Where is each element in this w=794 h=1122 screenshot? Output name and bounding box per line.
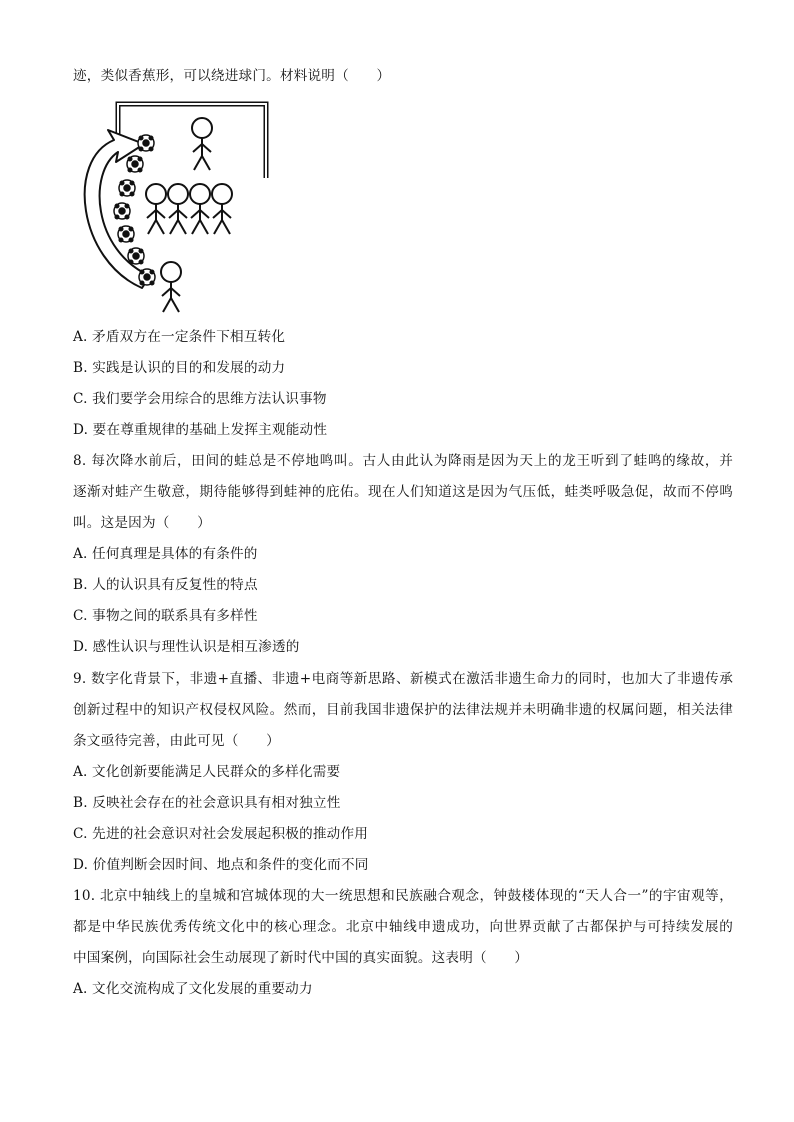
question-9-stem-line-3: 条文亟待完善，由此可见（ ）	[73, 733, 280, 749]
football-icon	[138, 135, 154, 151]
question-10-stem-line-3: 中国案例，向国际社会生动展现了新时代中国的真实面貌。这表明（ ）	[73, 950, 529, 966]
kicker-figure	[161, 262, 181, 312]
question-7-option-b: B. 实践是认识的目的和发展的动力	[73, 360, 286, 376]
question-8-option-c: C. 事物之间的联系具有多样性	[73, 608, 258, 624]
wall-player-3	[190, 184, 210, 234]
football-icon	[114, 203, 130, 219]
question-7-stem-tail: 迹，类似香蕉形，可以绕进球门。材料说明（ ）	[73, 68, 391, 84]
wall-player-4	[212, 184, 232, 234]
question-7-option-c: C. 我们要学会用综合的思维方法认识事物	[73, 391, 327, 407]
wall-player-2	[168, 184, 188, 234]
banana-kick-figure	[78, 100, 278, 315]
question-8-stem-line-3: 叫。这是因为（ ）	[73, 515, 211, 531]
question-8-option-d: D. 感性认识与理性认识是相互渗透的	[73, 639, 300, 655]
question-9-option-c: C. 先进的社会意识对社会发展起积极的推动作用	[73, 826, 369, 842]
goalkeeper-figure	[192, 118, 212, 170]
question-8-option-a: A. 任何真理是具体的有条件的	[73, 546, 258, 562]
football-icon	[118, 226, 134, 242]
question-10-stem-line-1: 10. 北京中轴线上的皇城和宫城体现的大一统思想和民族融合观念，钟鼓楼体现的“天人合一”的宇宙观等，	[73, 888, 733, 904]
question-9-option-d: D. 价值判断会因时间、地点和条件的变化而不同	[73, 857, 369, 873]
question-9-stem-line-1: 9. 数字化背景下，非遗+直播、非遗+电商等新思路、新模式在激活非遗生命力的同时，也加大了非遗传承	[73, 671, 733, 687]
question-9-option-b: B. 反映社会存在的社会意识具有相对独立性	[73, 795, 341, 811]
question-9-option-a: A. 文化创新要能满足人民群众的多样化需要	[73, 764, 341, 780]
question-10-stem-line-2: 都是中华民族优秀传统文化中的核心理念。北京中轴线申遗成功，向世界贡献了古都保护与可持续发展的	[73, 919, 733, 935]
football-icon	[139, 269, 155, 285]
question-10-option-a: A. 文化交流构成了文化发展的重要动力	[73, 981, 313, 997]
football-icon	[119, 180, 135, 196]
question-7-option-d: D. 要在尊重规律的基础上发挥主观能动性	[73, 422, 328, 438]
question-7-option-a: A. 矛盾双方在一定条件下相互转化	[73, 329, 286, 345]
football-icon	[128, 248, 144, 264]
question-8-stem-line-2: 逐渐对蛙产生敬意，期待能够得到蛙神的庇佑。现在人们知道这是因为气压低，蛙类呼吸急促，故而不停鸣	[73, 484, 733, 500]
question-8-stem-line-1: 8. 每次降水前后，田间的蛙总是不停地鸣叫。古人由此认为降雨是因为天上的龙王听到了蛙鸣的缘故，并	[73, 453, 733, 469]
question-9-stem-line-2: 创新过程中的知识产权侵权风险。然而，目前我国非遗保护的法律法规并未明确非遗的权属问题，相关法律	[73, 702, 733, 718]
football-icon	[127, 156, 143, 172]
question-8-option-b: B. 人的认识具有反复性的特点	[73, 577, 258, 593]
wall-player-1	[146, 184, 166, 234]
